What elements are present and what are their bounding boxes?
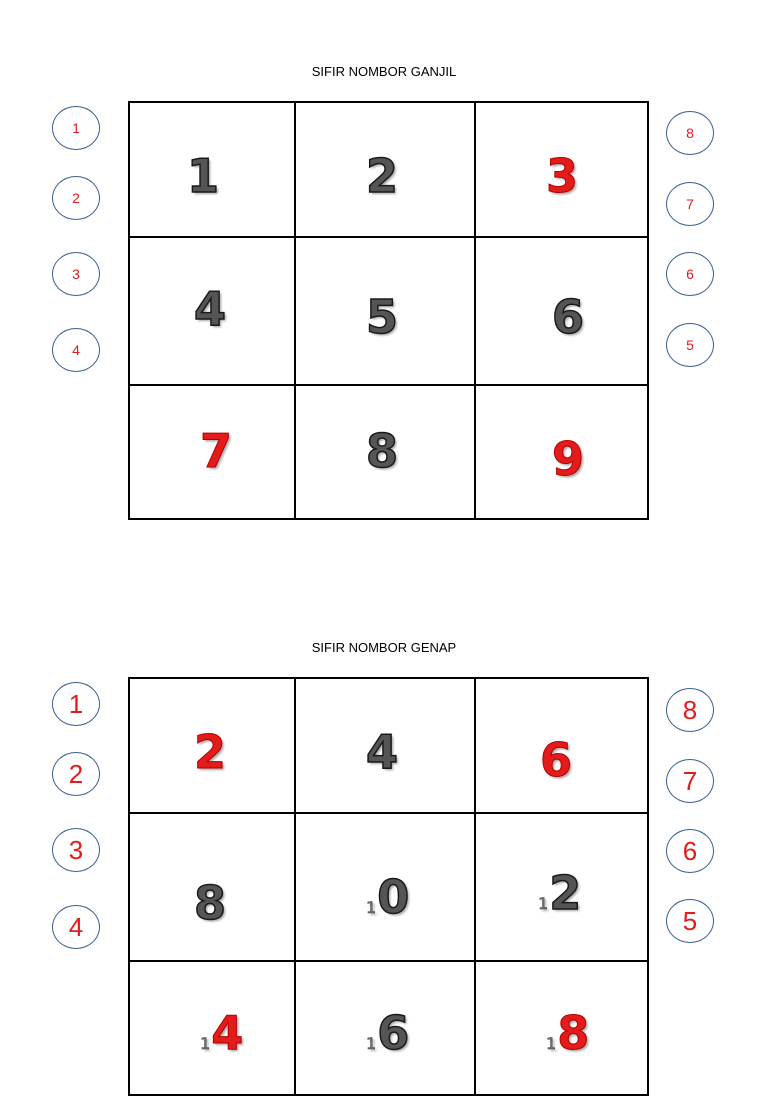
genap-cell: [475, 961, 648, 1095]
ganjil-cell: [475, 102, 648, 237]
tens-digit: 1: [538, 894, 549, 913]
genap-number: 12: [538, 866, 582, 920]
tens-digit: 1: [366, 1034, 377, 1053]
genap-cell: [295, 961, 475, 1095]
genap-right-circle: 8: [666, 688, 714, 732]
ganjil-number: 6: [552, 290, 585, 344]
ganjil-cell: [295, 385, 475, 519]
ganjil-number: 5: [366, 290, 399, 344]
genap-grid: [128, 677, 649, 1096]
genap-number: 16: [366, 1006, 410, 1060]
genap-number: 8: [194, 876, 227, 930]
ganjil-cell: [475, 385, 648, 519]
ganjil-left-circle: 2: [52, 176, 100, 220]
ganjil-cell: [129, 237, 295, 385]
tens-digit: 1: [546, 1034, 557, 1053]
genap-right-circle: 6: [666, 829, 714, 873]
genap-number: 2: [194, 725, 227, 779]
ganjil-title: SIFIR NOMBOR GANJIL: [311, 64, 457, 79]
genap-right-circle: 7: [666, 759, 714, 803]
genap-cell: [129, 961, 295, 1095]
ganjil-number: 9: [552, 432, 585, 486]
ganjil-cell: [475, 237, 648, 385]
ganjil-right-circle: 5: [666, 323, 714, 367]
genap-number: 4: [366, 725, 399, 779]
ganjil-cell: [129, 385, 295, 519]
genap-number: 18: [546, 1006, 590, 1060]
ganjil-number: 4: [194, 282, 227, 336]
tens-digit: 1: [200, 1034, 211, 1053]
genap-left-circle: 1: [52, 682, 100, 726]
ganjil-number: 7: [200, 424, 233, 478]
ganjil-number: 8: [366, 424, 399, 478]
ganjil-right-circle: 6: [666, 252, 714, 296]
ganjil-left-circle: 4: [52, 328, 100, 372]
genap-cell: [129, 678, 295, 813]
ganjil-cell: [295, 237, 475, 385]
genap-number: 6: [540, 733, 573, 787]
genap-title: SIFIR NOMBOR GENAP: [311, 640, 457, 655]
genap-left-circle: 2: [52, 752, 100, 796]
tens-digit: 1: [366, 898, 377, 917]
ganjil-number: 3: [546, 149, 579, 203]
genap-cell: [129, 813, 295, 961]
ganjil-number: 1: [187, 149, 220, 203]
ganjil-right-circle: 8: [666, 111, 714, 155]
ganjil-right-circle: 7: [666, 182, 714, 226]
genap-right-circle: 5: [666, 899, 714, 943]
genap-cell: [475, 678, 648, 813]
genap-cell: [295, 813, 475, 961]
ganjil-left-circle: 1: [52, 106, 100, 150]
ganjil-grid: [128, 101, 649, 520]
ganjil-left-circle: 3: [52, 252, 100, 296]
genap-left-circle: 4: [52, 905, 100, 949]
genap-number: 14: [200, 1006, 244, 1060]
ganjil-cell: [295, 102, 475, 237]
genap-left-circle: 3: [52, 828, 100, 872]
genap-cell: [295, 678, 475, 813]
genap-cell: [475, 813, 648, 961]
ganjil-cell: [129, 102, 295, 237]
ganjil-number: 2: [366, 149, 399, 203]
genap-number: 10: [366, 870, 410, 924]
